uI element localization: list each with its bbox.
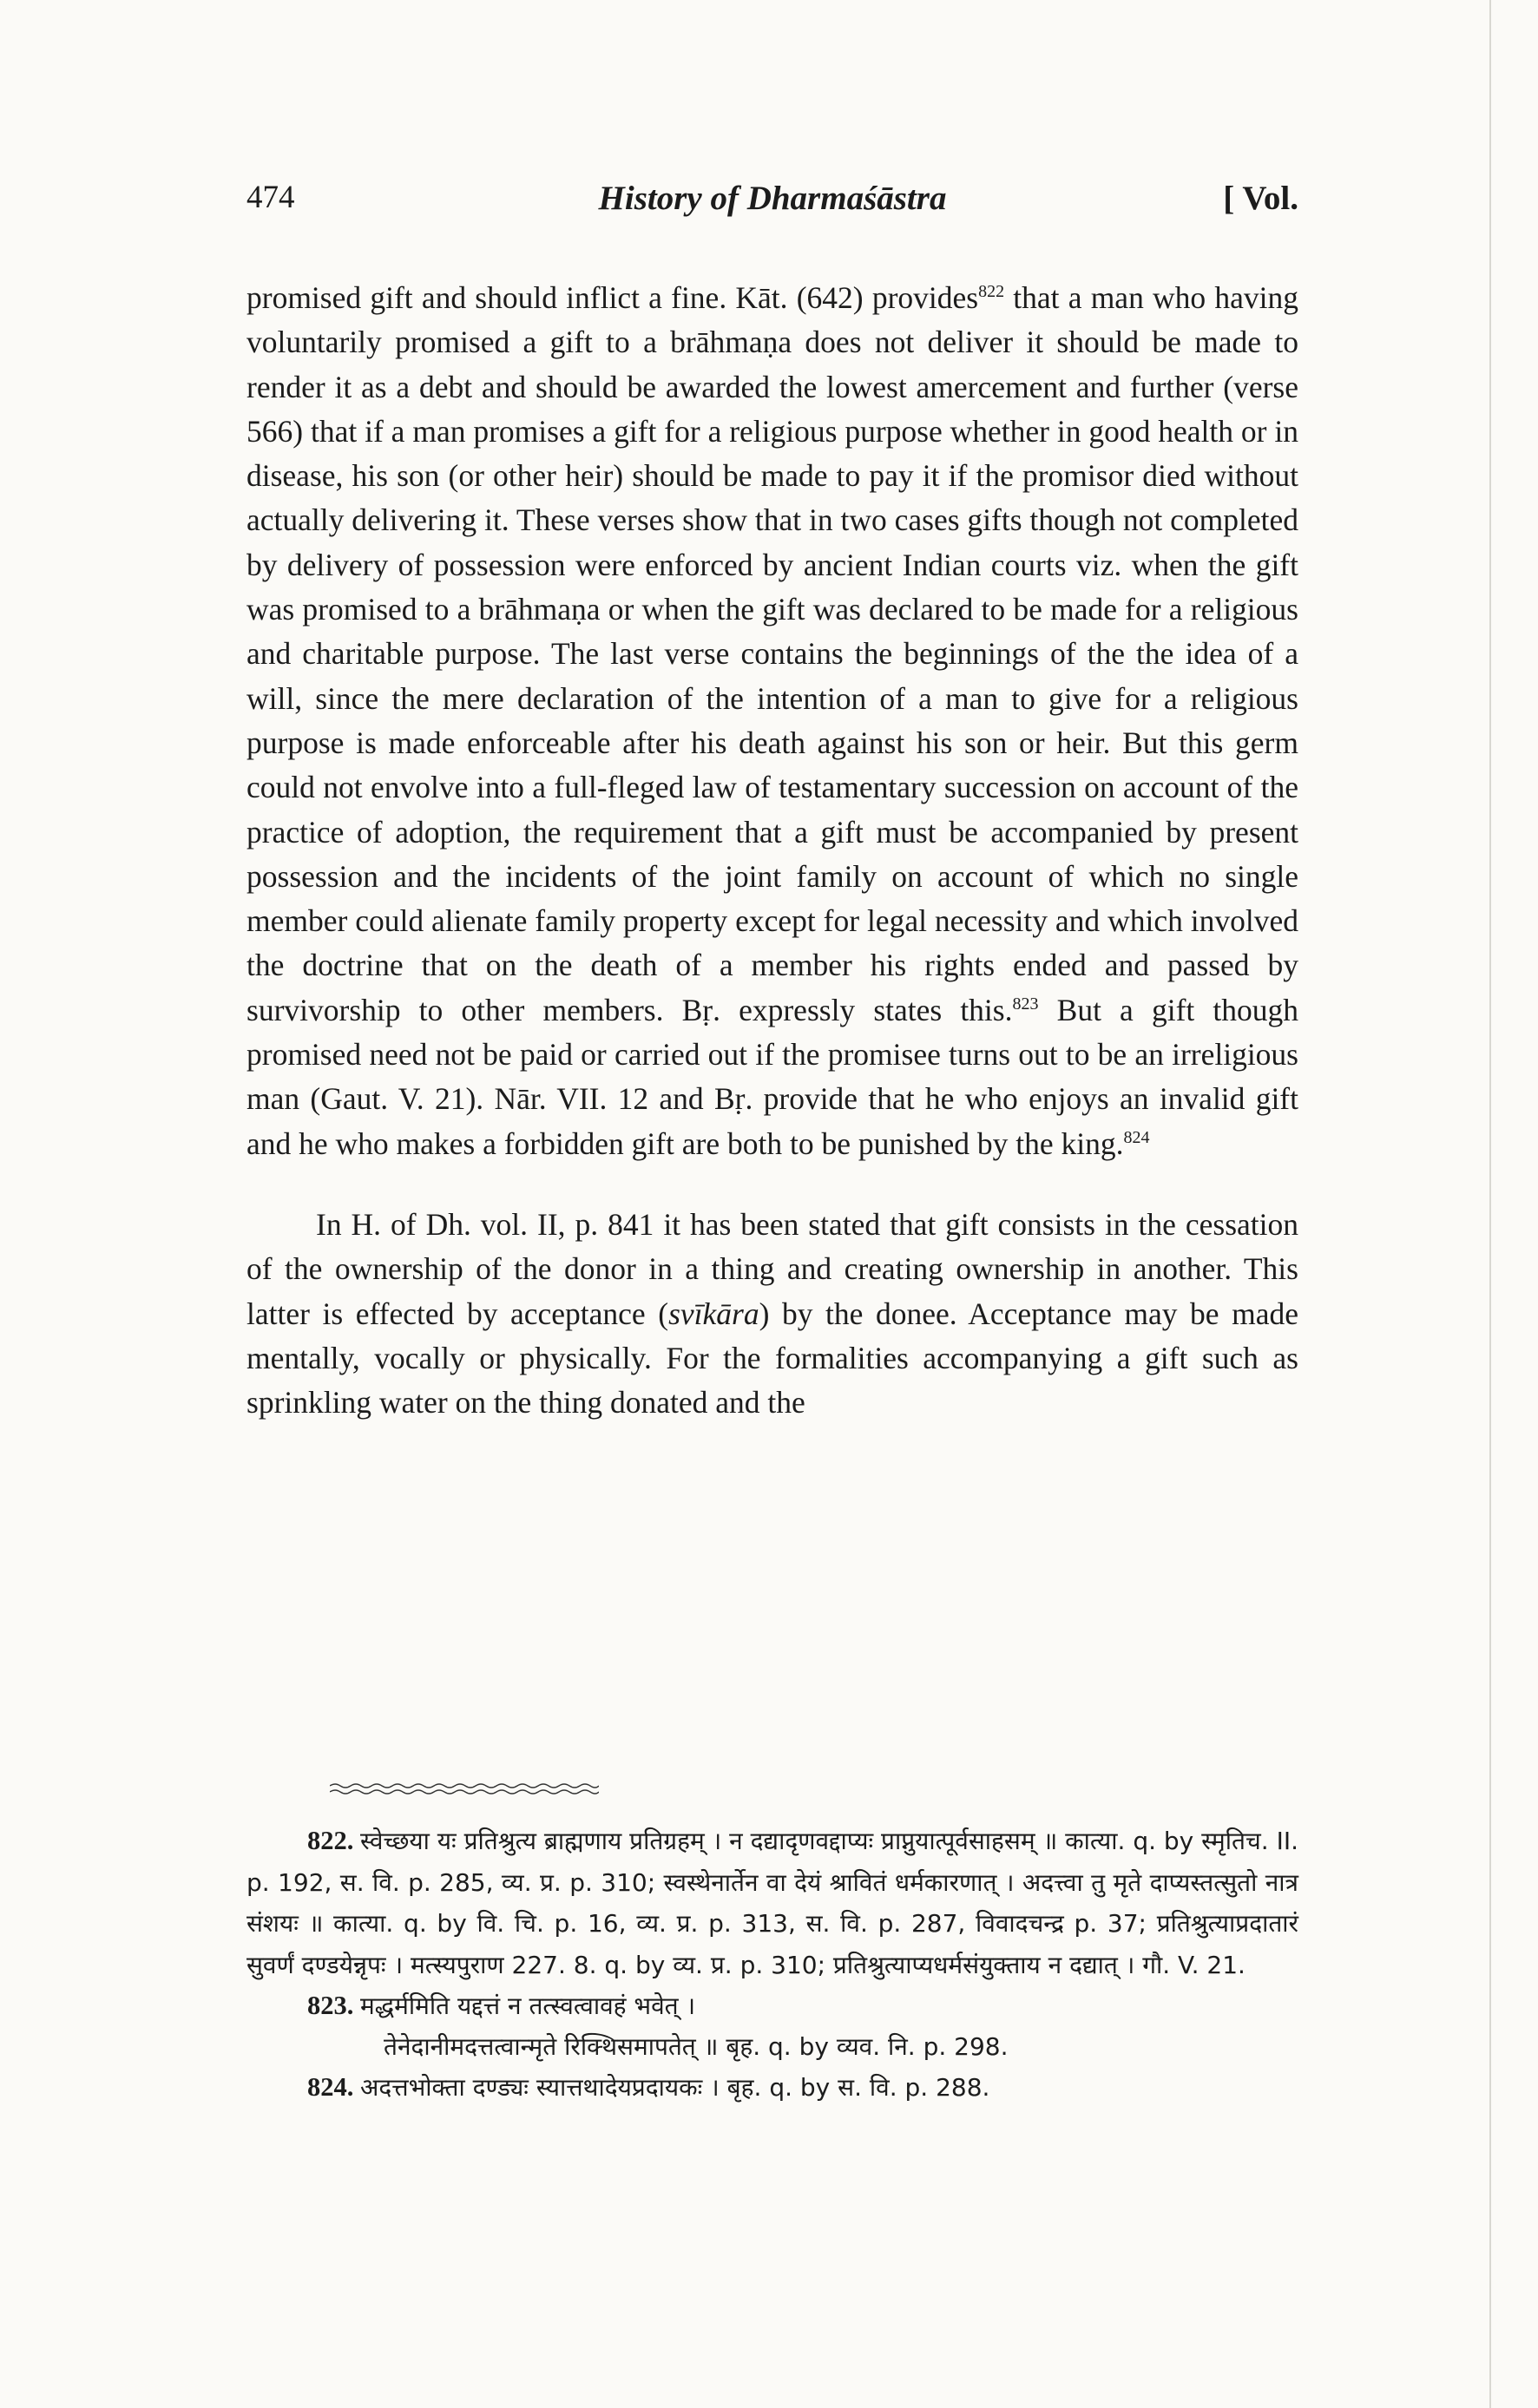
footnote-823	[246, 1985, 1298, 2067]
running-title: History of Dharmaśāstra	[598, 180, 947, 217]
footnotes	[246, 1821, 1298, 2109]
footnote-text: स्वेच्छया यः प्रतिश्रुत्य ब्राह्मणाय प्रतिग्रहम् । न दद्यादृणवद्दाप्यः प्राप्नुयात्पूर्वसाहसम् ॥ कात्या. q. by स्मृतिच. II. p. 192, स. वि. p. 285, व्य. प्र. p. 310; स्वस्थेनार्तेन वा देयं श्रावितं धर्मकारणात् । अदत्त्वा तु मृते दाप्यस्तत्सुतो नात्र संशयः ॥ कात्या. q. by वि. चि. p. 16, व्य. प्र. p. 313, स. वि. p. 287, विवादचन्द्र p. 37; प्रतिश्रुत्याप्रदातारं सुवर्णं दण्डयेन्नृपः । मत्स्यपुराण 227. 8. q. by व्य. प्र. p. 310; प्रतिश्रुत्याप्यधर्मसंयुक्ताय न दद्यात् । गौ. V. 21.	[246, 1827, 1298, 1979]
paragraph-2-text-b: ) by the donee. Acceptance may be made mentally, vocally or physically. For the formalities accompanying a gift such as sprinkling water on the thing donated and the	[246, 1296, 1298, 1421]
paragraph-1-text-a: promised gift and should inflict a fine. Kāt. (642) provides	[246, 280, 979, 315]
paragraph-1-text-b: that a man who having voluntarily promised a gift to a brāhmaṇa does not deliver it should be made to render it as a debt and should be awarded the lowest amercement and further (verse 566) that if a man promises a gift for a religious purpose whether in good health or in disease, his son (or other heir) should be made to pay it if the promisor died without actually delivering it. These verses show that in two cases gifts though not completed by delivery of possession were enforced by ancient Indian courts viz. when the gift was promised to a brāhmaṇa or when the gift was declared to be made for a religious and charitable purpose. The last verse contains the beginnings of the the idea of a will, since the mere declaration of the intention of a man to give for a religious purpose is made enforceable after his death against his son or heir. But this germ could not envolve into a full-fleged law of testamentary succession on account of the practice of adoption, the requirement that a gift must be accompanied by present possession and the incidents of the joint family on account of which no single member could alienate family property except for legal necessity and which involved the doctrine that on the death of a member his rights ended and passed by survivorship to other members. Bṛ. expressly states this.	[246, 280, 1298, 1027]
paragraph-1-text-c: But a gift though promised need not be paid or carried out if the promisee turns out to be an irreligious man (Gaut. V. 21). Nār. VII. 12 and Bṛ. provide that he who enjoys an invalid gift and he who makes a forbidden gift are both to be punished by the king.	[246, 992, 1298, 1161]
volume-marker: [ Vol.	[1223, 180, 1298, 217]
main-text	[246, 276, 1298, 1425]
footnote-ref-822[interactable]: 822	[978, 282, 1005, 302]
footnote-822	[246, 1821, 1298, 1985]
footnote-ref-824[interactable]: 824	[1123, 1127, 1150, 1147]
footnote-verse-line-2: तेनेदानीमदत्तत्वान्मृते रिक्थिसमापतेत् ॥ बृह. q. by व्यव. नि. p. 298.	[384, 2031, 1009, 2061]
scan-edge-line	[1489, 0, 1491, 2408]
svikara-term: svīkāra	[668, 1296, 759, 1331]
footnote-number: 823.	[307, 1991, 354, 2020]
footnote-text: अदत्तभोक्ता दण्ड्यः स्यात्तथादेयप्रदायकः । बृह. q. by स. वि. p. 288.	[360, 2073, 990, 2102]
footnote-824	[246, 2067, 1298, 2109]
paragraph-1	[246, 276, 1298, 1166]
paragraph-2	[246, 1203, 1298, 1425]
paragraph-2-text-a: In H. of Dh. vol. II, p. 841 it has been stated that gift consists in the cessation of the ownership of the donor in a thing and creating ownership in another. This latter is effected by acceptance (	[246, 1206, 1298, 1331]
page-number: 474	[246, 180, 295, 215]
footnote-separator	[330, 1782, 599, 1796]
footnote-number: 822.	[307, 1826, 354, 1855]
footnote-ref-823[interactable]: 823	[1012, 994, 1039, 1014]
running-header	[246, 179, 1298, 231]
footnote-number: 824.	[307, 2072, 354, 2102]
footnote-verse-line-1: मद्धर्ममिति यद्दत्तं न तत्स्वत्वावहं भवेत् ।	[360, 1991, 696, 2020]
